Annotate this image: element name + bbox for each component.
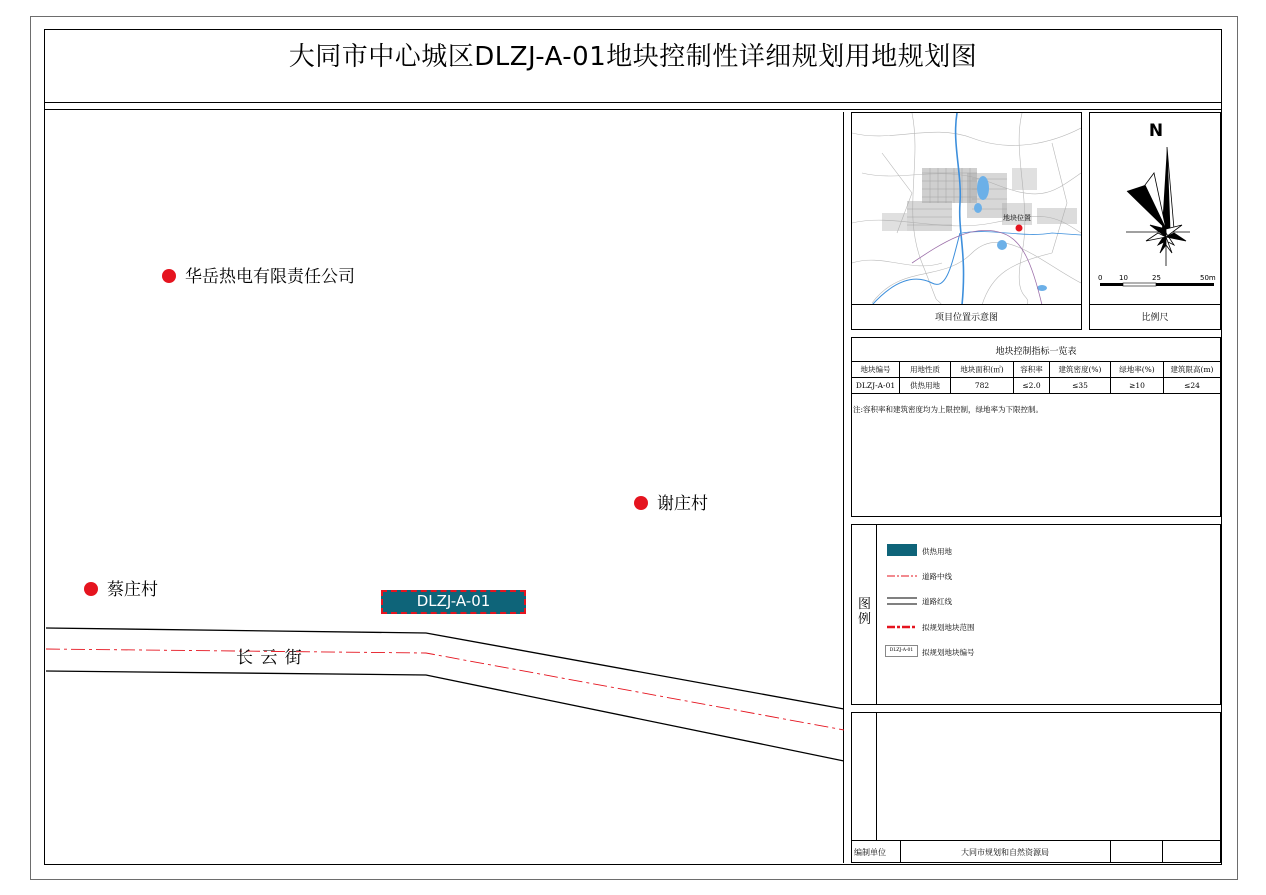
table-cell: ≤24 (1164, 378, 1221, 394)
divider (876, 713, 877, 841)
table-cell: ≤35 (1050, 378, 1111, 394)
legend-label: 拟规划地块范围 (922, 623, 975, 632)
north-scale-panel (1089, 112, 1221, 330)
scale-caption: 比例尺 (1141, 313, 1169, 323)
main-map (46, 112, 844, 863)
legend-label: 供热用地 (922, 547, 952, 556)
footer-org: 大同市规划和自然资源局 (961, 848, 1049, 857)
site-marker-label: 地块位置 (1003, 214, 1031, 222)
scale-tick: 50m (1200, 274, 1216, 282)
scale-tick: 25 (1152, 274, 1161, 282)
scale-tick: 10 (1119, 274, 1128, 282)
parcel-label: DLZJ-A-01 (416, 592, 491, 610)
legend-heading: 图例 (858, 597, 872, 627)
divider (876, 525, 877, 704)
site-location-icon (1016, 225, 1023, 232)
divider (852, 304, 1081, 305)
table-header: 建筑限高(m) (1164, 362, 1221, 378)
legend-swatch-heating-icon (887, 544, 917, 556)
table-cell: ≥10 (1111, 378, 1164, 394)
table-cell: DLZJ-A-01 (852, 378, 900, 394)
parcel-boundary-icon (887, 622, 917, 632)
village-name: 蔡庄村 (107, 580, 158, 600)
road-svg (46, 112, 844, 863)
footer-label: 编制单位 (854, 848, 886, 857)
village-name: 华岳热电有限责任公司 (185, 267, 355, 287)
divider (1162, 840, 1163, 862)
table-header: 容积率 (1014, 362, 1050, 378)
table-cell: 782 (951, 378, 1014, 394)
legend-label: 拟规划地块编号 (922, 648, 975, 657)
table-header-row (852, 362, 1221, 378)
road-centerline (46, 649, 844, 730)
lake (977, 176, 989, 200)
title-divider-2 (44, 109, 1222, 110)
table-row (852, 378, 1221, 394)
location-map-svg (852, 113, 1081, 305)
red-line-icon (887, 596, 917, 606)
table-header: 绿地率(%) (1111, 362, 1164, 378)
table-cell: 供热用地 (900, 378, 951, 394)
table-header: 地块面积(㎡) (951, 362, 1014, 378)
index-table-title: 地块控制指标一览表 (995, 347, 1077, 357)
road-south-edge (46, 671, 844, 761)
title-block (851, 712, 1221, 863)
divider (1110, 840, 1111, 862)
table-header: 建筑密度(%) (1050, 362, 1111, 378)
title-divider (44, 102, 1222, 103)
river (962, 232, 1081, 235)
lake (997, 240, 1007, 250)
village-marker[interactable] (162, 262, 355, 287)
village-marker[interactable] (634, 489, 708, 514)
table-cell: ≤2.0 (1014, 378, 1050, 394)
table-header: 地块编号 (852, 362, 900, 378)
index-table (851, 361, 1221, 394)
road-north-edge (46, 628, 844, 709)
legend-label: 道路红线 (922, 597, 952, 606)
north-arrow-icon (1090, 113, 1222, 303)
centerline-icon (887, 571, 917, 581)
legend-panel (851, 524, 1221, 705)
parcel-code-icon: DLZJ-A-01 (885, 645, 918, 657)
railway (912, 230, 1042, 305)
parcel-dlzj-a-01[interactable] (381, 590, 526, 614)
location-map-panel (851, 112, 1082, 330)
village-marker[interactable] (84, 575, 158, 600)
road-name: 长 云 街 (236, 648, 303, 668)
location-dot-icon (162, 269, 176, 283)
map-title: 大同市中心城区DLZJ-A-01地块控制性详细规划用地规划图 (288, 42, 978, 72)
divider (1090, 304, 1220, 305)
river (956, 113, 964, 305)
divider (852, 840, 1220, 841)
table-header: 用地性质 (900, 362, 951, 378)
legend-label: 道路中线 (922, 572, 952, 581)
table-note: 注:容积率和建筑密度均为上限控制，绿地率为下限控制。 (853, 405, 1044, 414)
lake (974, 203, 982, 213)
village-name: 谢庄村 (657, 494, 708, 514)
location-dot-icon (84, 582, 98, 596)
location-dot-icon (634, 496, 648, 510)
scale-tick: 0 (1098, 274, 1103, 282)
north-label: N (1148, 121, 1164, 141)
location-map-caption: 项目位置示意图 (934, 313, 998, 323)
